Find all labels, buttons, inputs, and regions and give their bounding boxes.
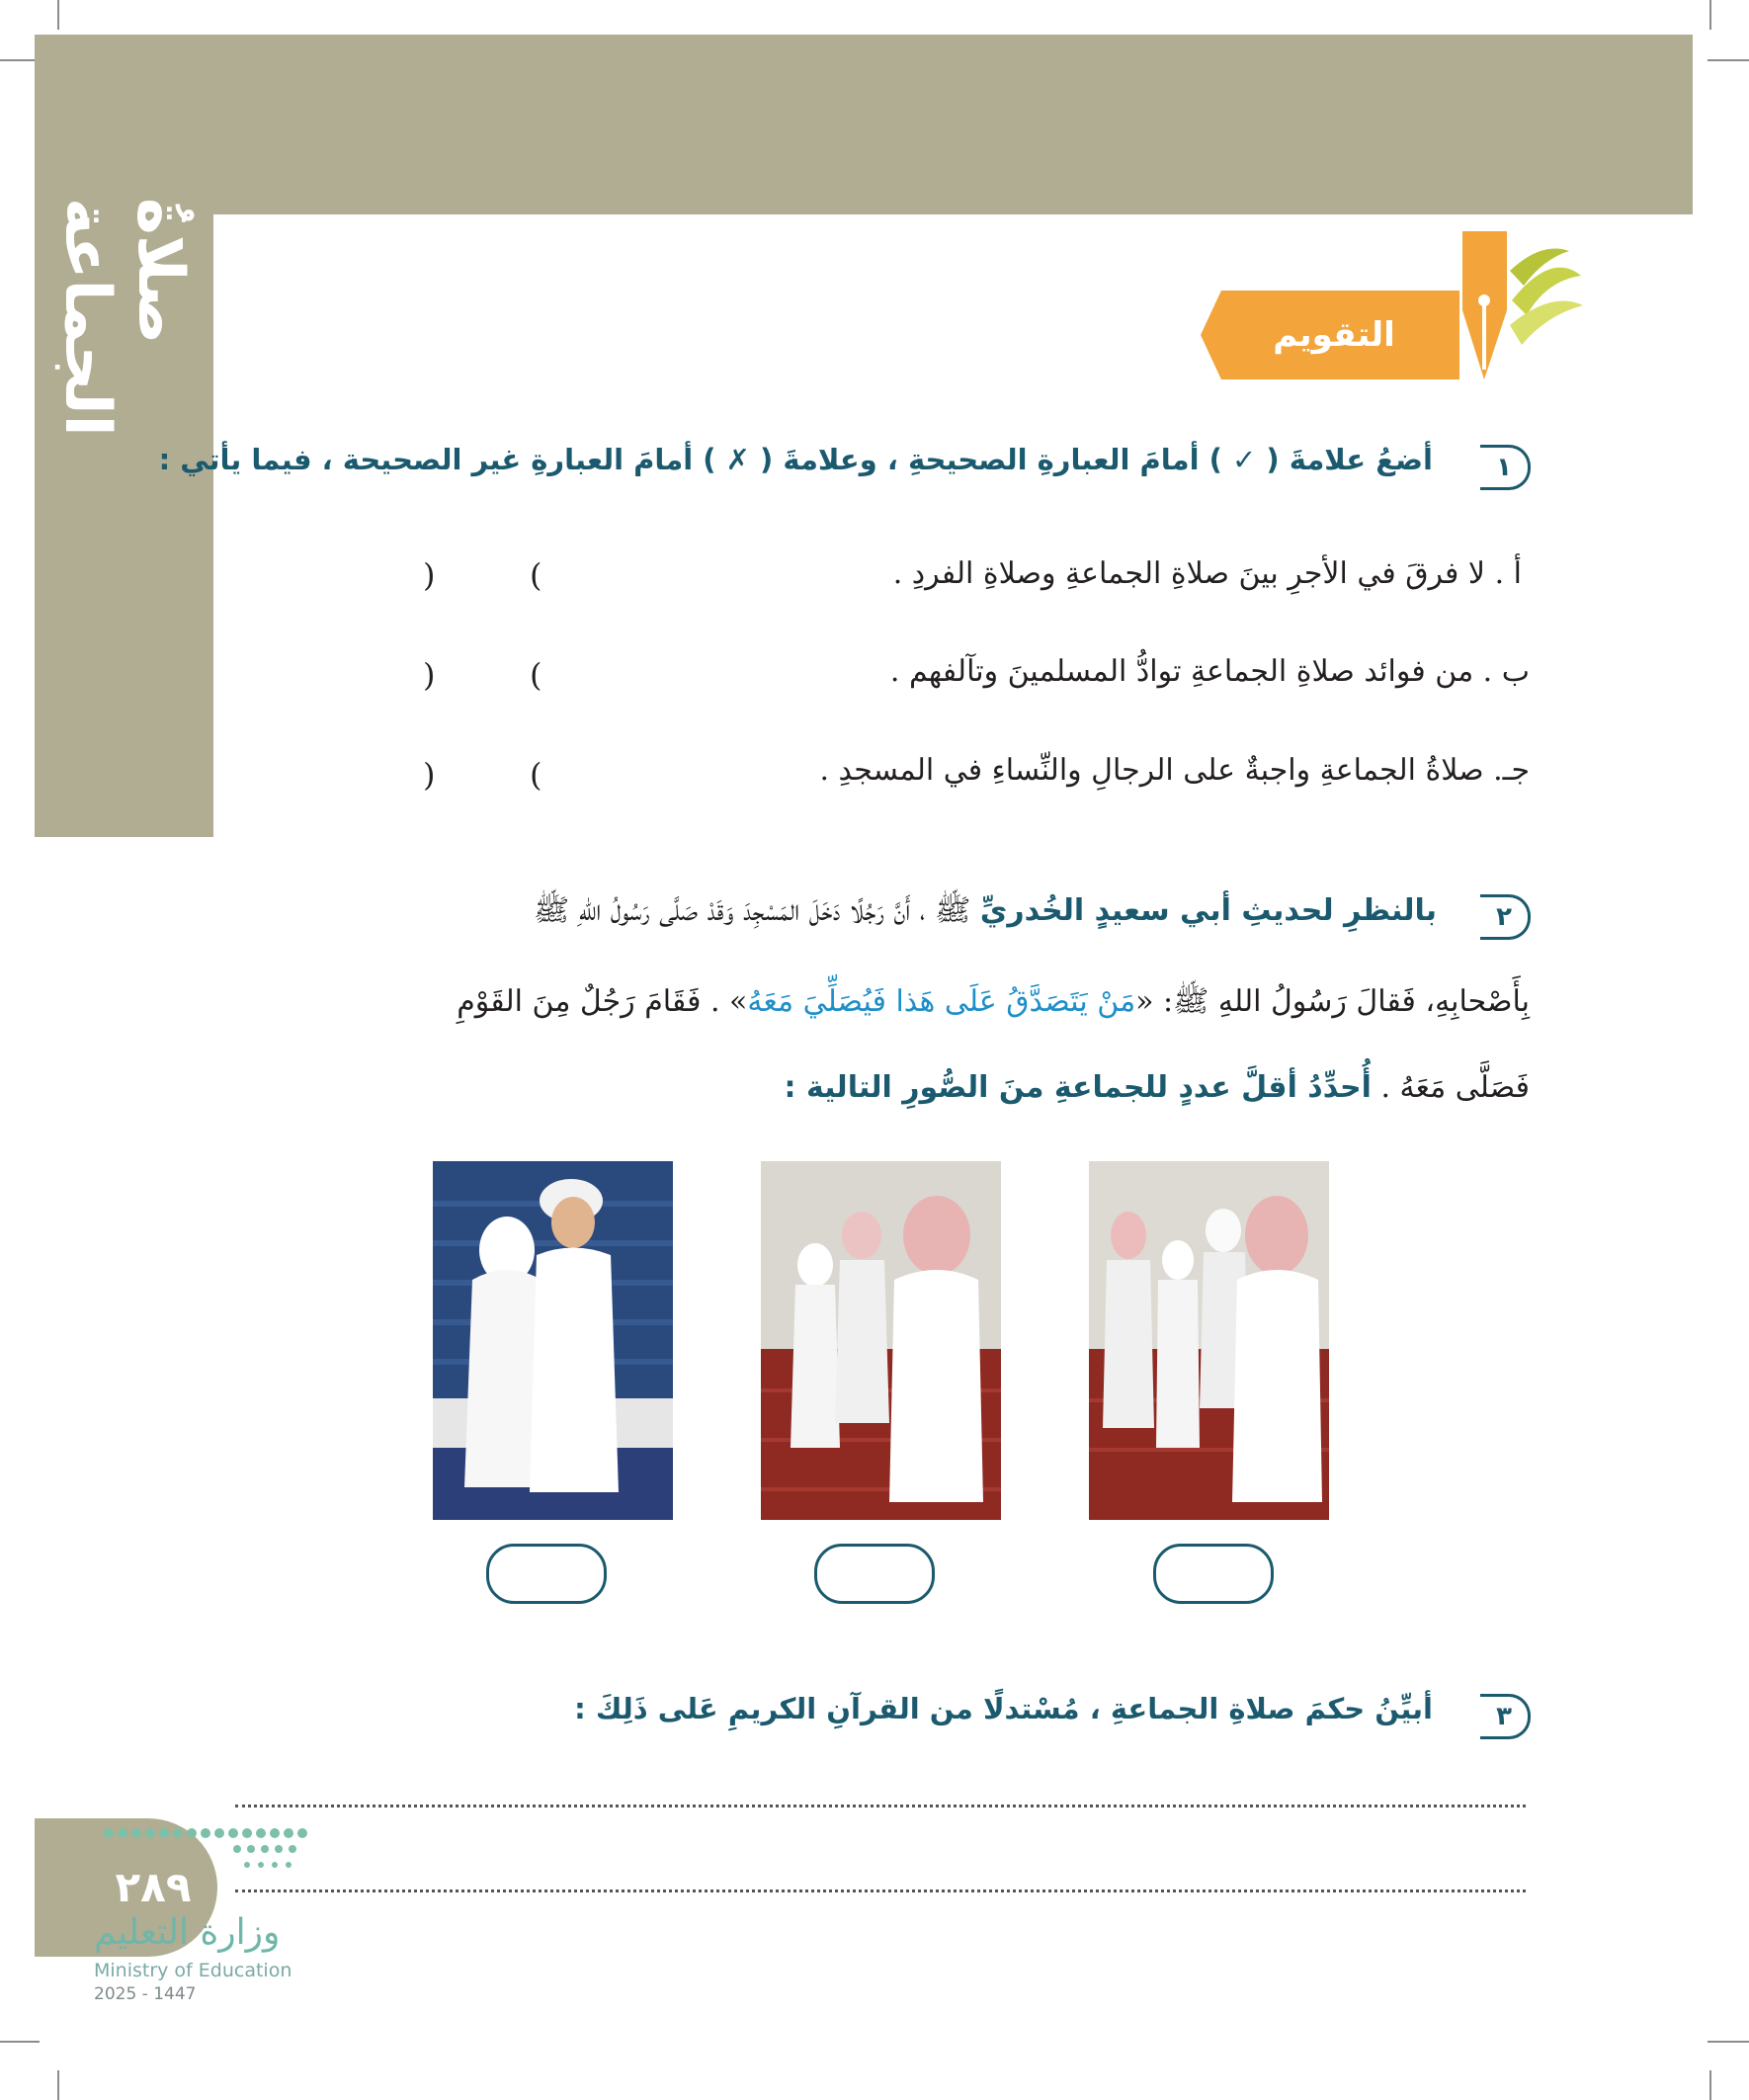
answer-line-2[interactable] [235, 1890, 1526, 1892]
header-band [35, 35, 1693, 214]
answer-paren-close-c: ( [530, 756, 542, 794]
question-3-prompt: أبيِّنُ حكمَ صلاةِ الجماعةِ ، مُسْتدلًا من القرآنِ الكريمِ عَلى ذَلِكَ : [574, 1692, 1433, 1725]
answer-paren-close-b: ( [530, 656, 542, 694]
pen-icon [1453, 231, 1591, 379]
crop-mark [1709, 0, 1711, 30]
photo-two-worshippers [433, 1161, 673, 1520]
crop-mark [0, 59, 40, 61]
answer-line-1[interactable] [235, 1805, 1526, 1807]
crop-mark [57, 2070, 59, 2100]
answer-paren-close-a: ( [530, 556, 542, 594]
answer-paren-open-c: ) [423, 756, 436, 794]
question-2-line-1 [229, 892, 1437, 940]
question-1-prompt: أضعُ علامةَ ( ✓ ) أمامَ العبارةِ الصحيحةِ ، وعلامةَ ( ✗ ) أمامَ العبارةِ غير الصحيحة ، فيما يأتي : [158, 443, 1433, 476]
crop-mark [1709, 2070, 1711, 2100]
question-2-line-2-end: » . فَقَامَ رَجُلٌ مِنَ القَوْمِ [457, 984, 748, 1019]
question-2-instruction: أُحدِّدُ أقلَّ عددٍ للجماعةِ منَ الصُّورِ التالية : [784, 1070, 1372, 1105]
lesson-title: صلاةُ الجماعة [50, 198, 197, 437]
section-badge-label: التقويم [1273, 315, 1395, 355]
statement-c: جـ. صلاةُ الجماعةِ واجبةٌ على الرجالِ والنِّساءِ في المسجدِ . [819, 753, 1530, 788]
answer-paren-open-b: ) [423, 656, 436, 694]
question-2-line-2-start: بِأَصْحابِهِ، فَقالَ رَسُولُ اللهِ ﷺ: « [1135, 984, 1530, 1019]
photo-three-worshippers [761, 1161, 1001, 1520]
photo-four-worshippers [1089, 1161, 1329, 1520]
page-number: ٢٨٩ [115, 1863, 192, 1911]
question-number-3: ٣ [1480, 1694, 1531, 1739]
answer-box-photo-2[interactable] [814, 1544, 935, 1604]
statement-a: أ . لا فرقَ في الأجرِ بينَ صلاةِ الجماعةِ وصلاةِ الفردِ . [892, 556, 1522, 591]
ministry-name-english: Ministry of Education [94, 1960, 292, 1981]
crop-mark [1707, 2041, 1749, 2043]
question-2-lead: بالنظرِ لحديثِ أبي سعيدٍ الخُدريِّ [979, 893, 1437, 928]
question-2-line-2 [229, 983, 1530, 1031]
question-number-2: ٢ [1480, 894, 1531, 940]
question-2-line-1-rest: ﷺ ، أَنَّ رَجُلًا دَخَلَ المَسْجِدَ وَقَدْ صَلَّى رَسُولُ اللهِ ﷺ [534, 893, 971, 928]
question-2-line-3-start: فَصَلَّى مَعَهُ . [1380, 1070, 1530, 1105]
ministry-name-arabic: وزارة التعليم [94, 1912, 281, 1953]
crop-mark [0, 2041, 40, 2043]
crop-mark [57, 0, 59, 30]
answer-box-photo-3[interactable] [1153, 1544, 1274, 1604]
question-number-1: ١ [1480, 445, 1531, 490]
question-2-line-3 [751, 1070, 1530, 1118]
answer-paren-open-a: ) [423, 556, 436, 594]
answer-box-photo-1[interactable] [486, 1544, 607, 1604]
edition-year: 2025 - 1447 [94, 1984, 197, 2004]
hadith-quote: مَنْ يَتَصَدَّقُ عَلَى هَذا فَيُصَلِّيَ مَعَهُ [747, 984, 1136, 1019]
crop-mark [1707, 59, 1749, 61]
statement-b: ب . من فوائد صلاةِ الجماعةِ توادُّ المسلمينَ وتآلفهم . [889, 654, 1530, 689]
ministry-logo-icon [99, 1823, 311, 1883]
